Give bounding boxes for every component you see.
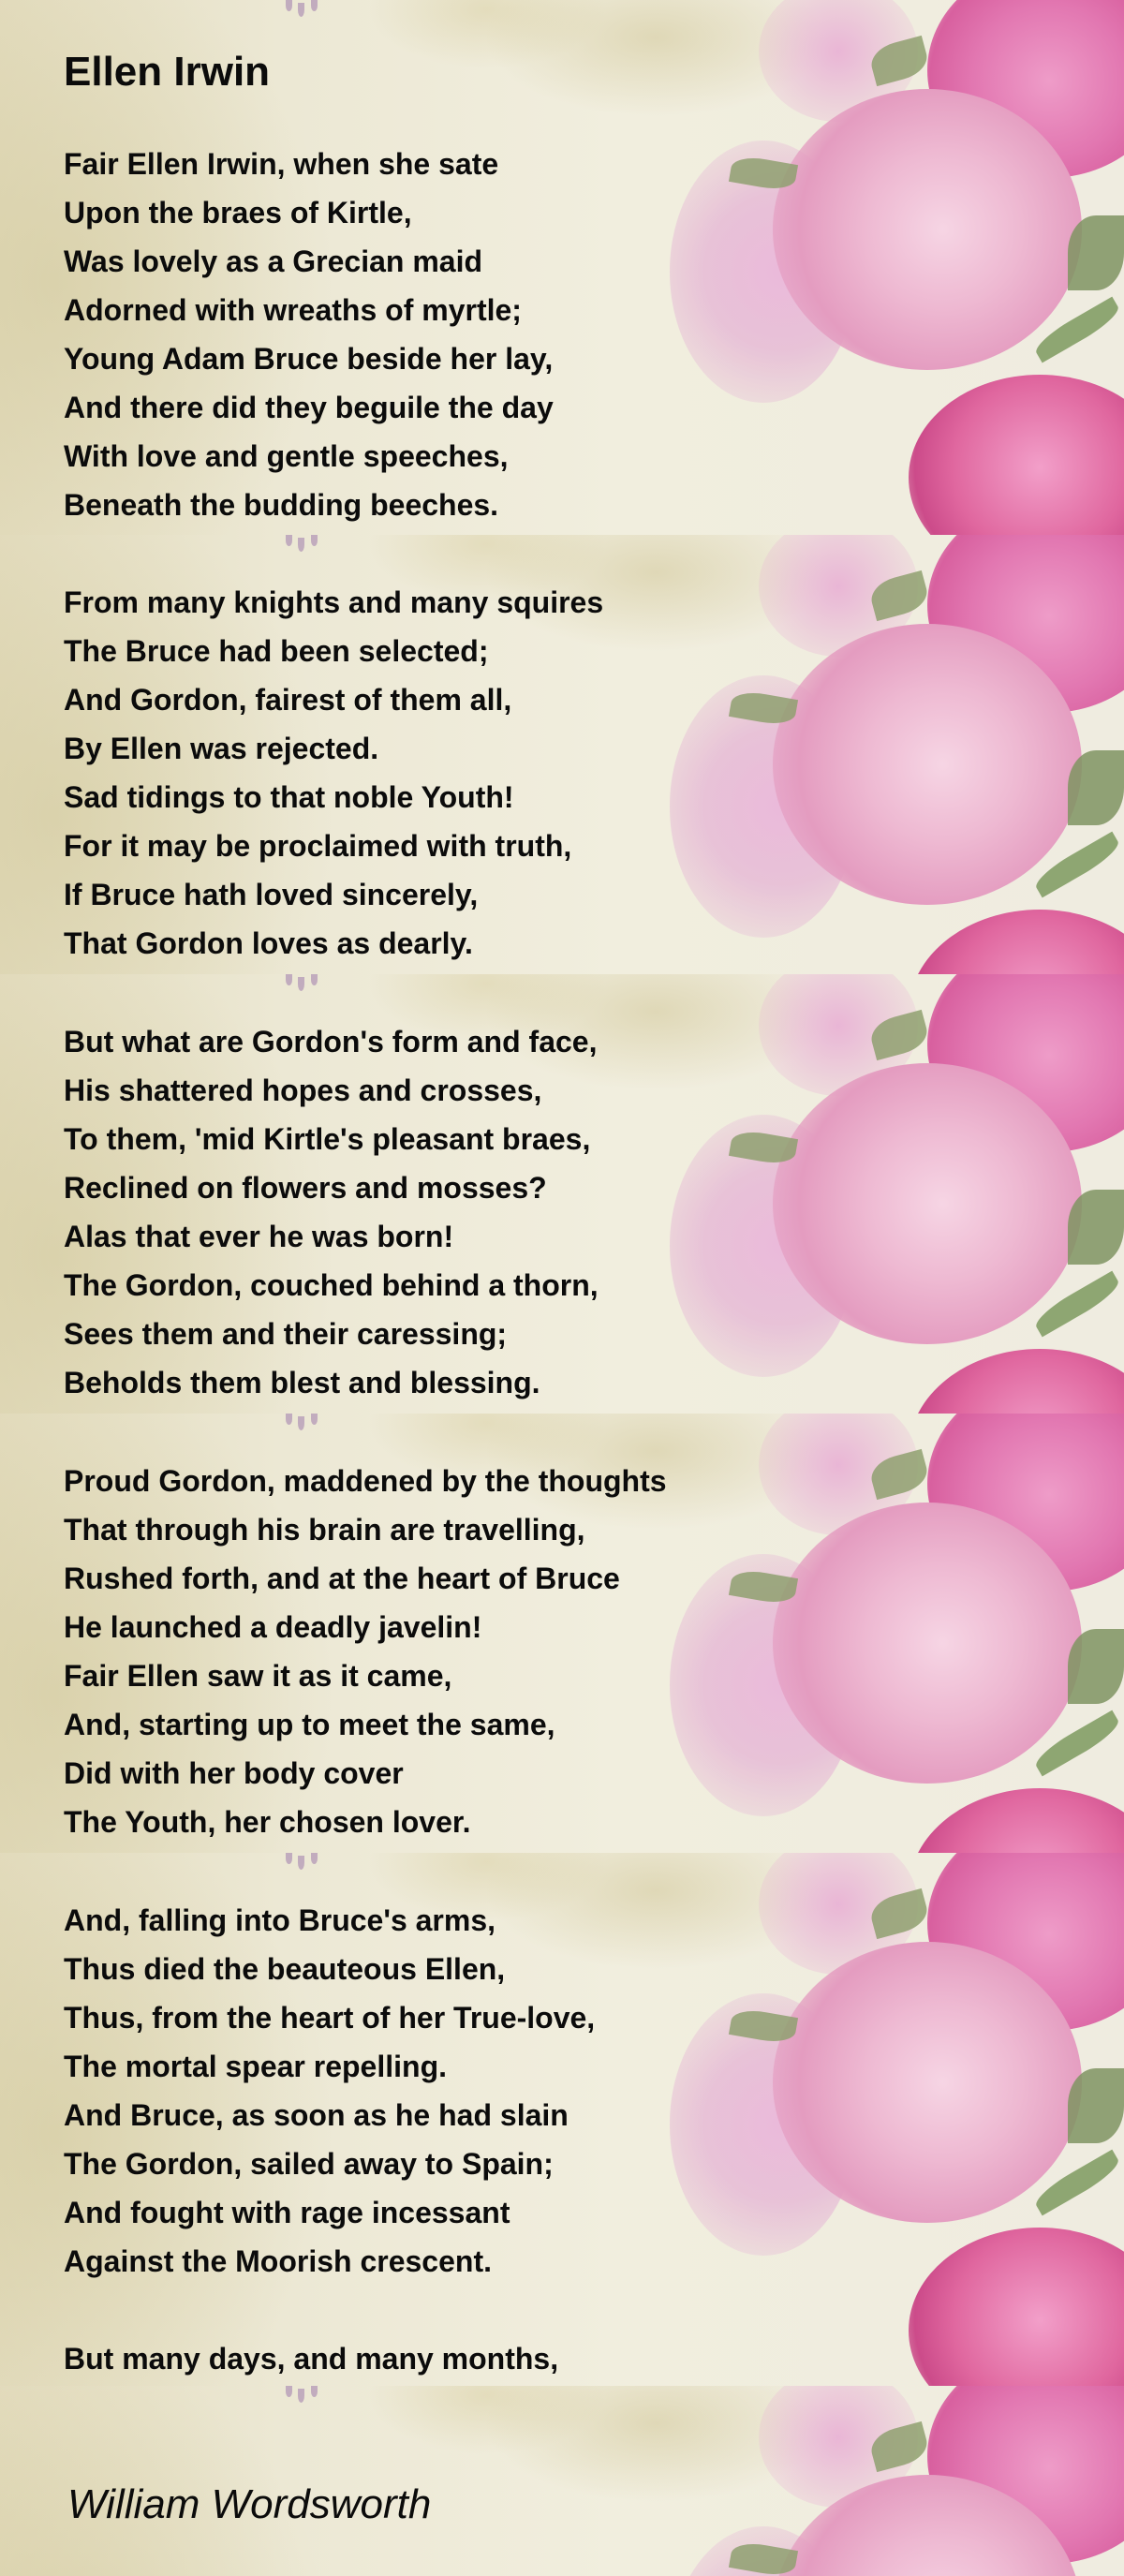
poem-panel-2 bbox=[0, 535, 1124, 974]
poem-line: The Bruce had been selected; bbox=[64, 634, 489, 668]
poem-line: Sad tidings to that noble Youth! bbox=[64, 780, 514, 814]
poem-line: Thus, from the heart of her True-love, bbox=[64, 2001, 596, 2035]
poem-line: And Bruce, as soon as he had slain bbox=[64, 2098, 569, 2132]
poem-line: The mortal spear repelling. bbox=[64, 2050, 447, 2083]
poem-line: Sees them and their caressing; bbox=[64, 1317, 508, 1351]
stanza-1 bbox=[64, 140, 1124, 529]
poem-line: Young Adam Bruce beside her lay, bbox=[64, 342, 554, 376]
poem-line: Fair Ellen Irwin, when she sate bbox=[64, 147, 499, 181]
poem-line: He launched a deadly javelin! bbox=[64, 1610, 482, 1644]
poem-line: Beneath the budding beeches. bbox=[64, 488, 499, 522]
poem-panel-1 bbox=[0, 0, 1124, 535]
poem-line: By Ellen was rejected. bbox=[64, 732, 379, 765]
poem-line: Fair Ellen saw it as it came, bbox=[64, 1659, 452, 1693]
poem-line: Against the Moorish crescent. bbox=[64, 2244, 492, 2278]
poem-line: The Gordon, couched behind a thorn, bbox=[64, 1268, 599, 1302]
poem-line: Reclined on flowers and mosses? bbox=[64, 1171, 547, 1205]
poem-line: If Bruce hath loved sincerely, bbox=[64, 878, 479, 911]
poem-line: Upon the braes of Kirtle, bbox=[64, 196, 412, 229]
poem-panel-3 bbox=[0, 974, 1124, 1414]
poem-line: The Youth, her chosen lover. bbox=[64, 1805, 471, 1839]
poem-line: But many days, and many months, bbox=[64, 2342, 559, 2376]
poem-line: And, falling into Bruce's arms, bbox=[64, 1903, 496, 1937]
stanza-3 bbox=[64, 974, 1124, 1407]
poem-line: Thus died the beauteous Ellen, bbox=[64, 1952, 506, 1986]
poem-line: Rushed forth, and at the heart of Bruce bbox=[64, 1562, 620, 1595]
stanza-4 bbox=[64, 1414, 1124, 1846]
poem-line: But what are Gordon's form and face, bbox=[64, 1025, 598, 1059]
poem-line: And fought with rage incessant bbox=[64, 2196, 510, 2229]
poem-line: Adorned with wreaths of myrtle; bbox=[64, 293, 522, 327]
stanza-5 bbox=[64, 1853, 1124, 2383]
poem-author: William Wordsworth bbox=[67, 2481, 432, 2527]
poem-footer bbox=[0, 2386, 1124, 2576]
poem-line: With love and gentle speeches, bbox=[64, 439, 509, 473]
poem-line: And, starting up to meet the same, bbox=[64, 1708, 555, 1741]
poem-line: To them, 'mid Kirtle's pleasant braes, bbox=[64, 1122, 591, 1156]
poem-line: His shattered hopes and crosses, bbox=[64, 1073, 542, 1107]
poem-panel-4 bbox=[0, 1414, 1124, 1853]
poem-line: Beholds them blest and blessing. bbox=[64, 1366, 540, 1399]
stanza-break bbox=[64, 2286, 1124, 2334]
poem-line: For it may be proclaimed with truth, bbox=[64, 829, 572, 863]
poem-line: That Gordon loves as dearly. bbox=[64, 926, 473, 960]
poem-line: That through his brain are travelling, bbox=[64, 1513, 585, 1547]
poem-line: From many knights and many squires bbox=[64, 585, 604, 619]
poem-panel-5 bbox=[0, 1853, 1124, 2386]
poem-title: Ellen Irwin bbox=[64, 49, 271, 95]
poem-line: And there did they beguile the day bbox=[64, 391, 554, 424]
poem-line: Was lovely as a Grecian maid bbox=[64, 244, 483, 278]
poem-line: Alas that ever he was born! bbox=[64, 1220, 454, 1253]
poem-line: Did with her body cover bbox=[64, 1756, 404, 1790]
poem-line: The Gordon, sailed away to Spain; bbox=[64, 2147, 554, 2181]
poem-line: And Gordon, fairest of them all, bbox=[64, 683, 512, 717]
stanza-2 bbox=[64, 535, 1124, 968]
poem-line: Proud Gordon, maddened by the thoughts bbox=[64, 1464, 667, 1498]
